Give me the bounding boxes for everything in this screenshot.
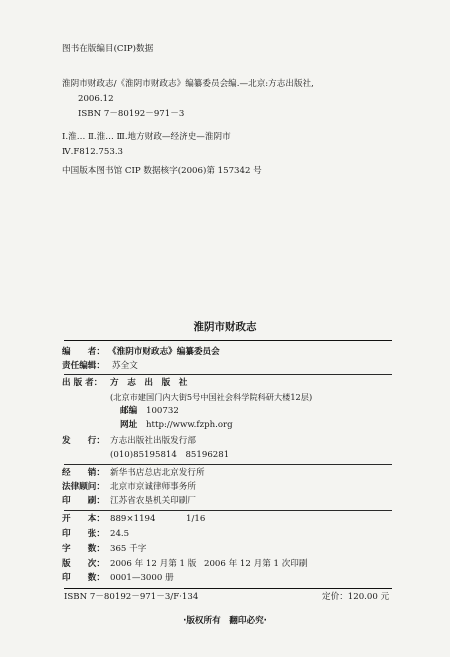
- legal-value: 北京市京诚律师事务所: [110, 482, 196, 492]
- divider: [64, 464, 392, 465]
- seller-label: 经 销：: [62, 468, 105, 478]
- divider: [64, 510, 392, 511]
- publisher-address: (北京市建国门内大街5号中国社会科学院科研大楼12层): [110, 392, 313, 402]
- publisher-value: 方 志 出 版 社: [110, 378, 188, 388]
- cip-subjects: Ⅰ.淮… Ⅱ.淮… Ⅲ.地方财政—经济史—淮阴市: [62, 132, 231, 142]
- distribution-phones: (010)85195814 85196281: [110, 450, 230, 460]
- words-label: 字 数：: [62, 544, 105, 554]
- website-value: http://www.fzph.org: [146, 420, 233, 430]
- cip-heading: 图书在版编目(CIP)数据: [62, 44, 154, 54]
- cip-class-number: Ⅳ.F812.753.3: [62, 147, 124, 157]
- edition-value: 2006 年 12 月第 1 版: [110, 559, 197, 569]
- seller-value: 新华书店总店北京发行所: [110, 468, 205, 478]
- printer-label: 印 刷：: [62, 496, 105, 506]
- postcode-value: 100732: [146, 406, 179, 416]
- printer-value: 江苏省农垦机关印刷厂: [110, 496, 196, 506]
- distribution-label: 发 行：: [62, 436, 105, 446]
- price: 定价：120.00 元: [322, 592, 390, 602]
- resp-editor-value: 苏全文: [112, 361, 138, 371]
- print-time-value: 2006 年 12 月第 1 次印刷: [204, 559, 308, 569]
- copyright-notice: ·版权所有 翻印必究·: [183, 616, 267, 626]
- cip-line-2: 2006.12: [78, 94, 114, 104]
- cip-core-number: 中国版本图书馆 CIP 数据核字(2006)第 157342 号: [62, 166, 262, 176]
- sheets-label: 印 张：: [62, 529, 105, 539]
- sheets-value: 24.5: [110, 529, 130, 539]
- editor-value: 《淮阴市财政志》编纂委员会: [108, 347, 220, 357]
- copies-label: 印 数：: [62, 573, 105, 583]
- words-value: 365 千字: [110, 544, 147, 554]
- book-title: 淮阴市财政志: [193, 321, 257, 333]
- publisher-label: 出 版 者：: [62, 378, 103, 388]
- format-value: 889×1194: [110, 514, 156, 524]
- divider: [64, 588, 392, 589]
- format-fold: 1/16: [186, 514, 206, 524]
- cip-isbn: ISBN 7－80192－971－3: [78, 109, 185, 119]
- format-label: 开 本：: [62, 514, 105, 524]
- legal-label: 法律顾问：: [62, 482, 105, 492]
- distribution-value: 方志出版社出版发行部: [110, 436, 196, 446]
- divider: [64, 374, 392, 375]
- resp-editor-label: 责任编辑：: [62, 361, 105, 371]
- edition-label: 版 次：: [62, 559, 105, 569]
- cip-line-1: 淮阴市财政志/《淮阴市财政志》编纂委员会编.—北京:方志出版社,: [62, 79, 314, 89]
- divider: [64, 340, 392, 341]
- postcode-label: 邮编: [120, 406, 138, 416]
- isbn-full: ISBN 7－80192－971－3/F·134: [64, 592, 199, 602]
- copies-value: 0001—3000 册: [110, 573, 174, 583]
- editor-label: 编 者：: [62, 347, 105, 357]
- website-label: 网址: [120, 420, 138, 430]
